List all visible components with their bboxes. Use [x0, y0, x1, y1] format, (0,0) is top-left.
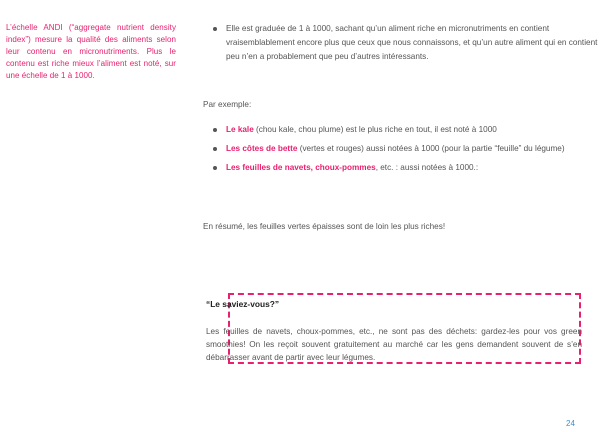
example-highlight: Le kale: [226, 125, 254, 134]
page-number: 24: [566, 419, 575, 428]
list-item: [203, 123, 587, 137]
example-intro: Par exemple:: [203, 100, 252, 109]
example-text: (vertes et rouges) aussi notées à 1000 (pour la partie “feuille” du légume): [297, 144, 565, 153]
bullet-andi-scale: Elle est graduée de 1 à 1000, sachant qu’un aliment riche en micronutriments en contient vraisemblablement encore plus que ceux que nous connaissons, et qu’un autre aliment qui en contient peu n’en a probablement que peu d’autres intéressants.: [203, 22, 600, 64]
summary: En résumé, les feuilles vertes épaisses sont de loin les plus riches!: [203, 222, 446, 231]
example-text: (chou kale, chou plume) est le plus riche en tout, il est noté à 1000: [253, 125, 497, 134]
example-highlight: Les feuilles de navets, choux-pommes: [226, 163, 376, 172]
did-you-know-box: [206, 293, 582, 364]
sidenote: L’échelle ANDI (“aggregate nutrient density index”) mesure la qualité des aliments selon leur contenu en micronutriments. Plus le contenu est riche mieux l’aliment est noté, sur une échelle de 1 à 1000.: [6, 23, 176, 80]
box-text: Les feuilles de navets, choux-pommes, etc., ne sont pas des déchets: gardez-les pour vos green smoothies! On les reçoit souvent gratuitement au marché car les gens demandent souvent de s’en débarrasser avant de partir avec leur légumes.: [206, 327, 582, 362]
example-text: , etc. : aussi notées à 1000.:: [375, 163, 479, 172]
list-item: [203, 142, 587, 156]
box-title: “Le saviez-vous?”: [206, 299, 280, 309]
example-highlight: Les côtes de bette: [226, 144, 298, 153]
list-item: [203, 161, 587, 175]
examples-list: [203, 123, 587, 180]
